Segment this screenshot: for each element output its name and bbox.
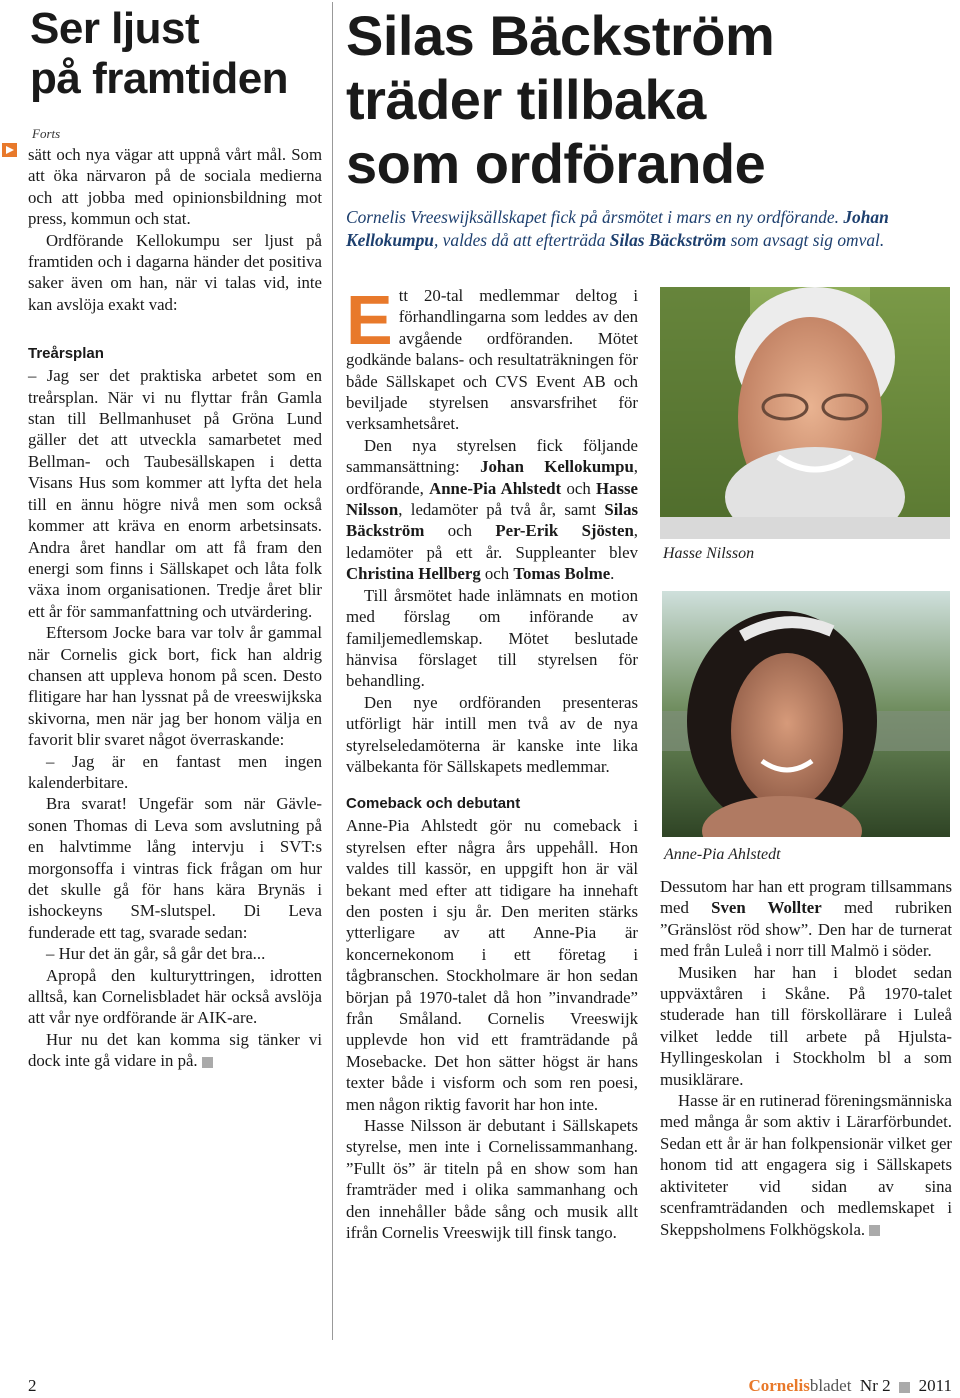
paragraph: – Hur det än går, så går det bra... (46, 944, 266, 964)
paragraph: sätt och nya vägar att uppnå vårt mål. Som att öka närvaron på de sociala medierna och att jobba med opinionsbildning mot press, kommun och stat. (28, 145, 322, 229)
issue-number: Nr 2 (859, 1376, 891, 1395)
person-name: Sven Wollter (711, 898, 822, 918)
photo-anne-pia-ahlstedt (662, 591, 950, 837)
main-article-title (346, 4, 946, 196)
separator-square-icon (899, 1382, 910, 1393)
text: och (561, 478, 597, 498)
paragraph: Apropå den kulturyttringen, idrotten alltså, kan Cornelisbladet här också avslöja att vår nye ordförande är AIK-are. (28, 965, 322, 1028)
text: Dessutom har han ett program tillsammans med (660, 877, 952, 918)
paragraph: Anne-Pia Ahlstedt gör nu comeback i styrelsen efter några års uppehåll. Hon valdes till kassör, en uppgift hon är väl bekant med efter att tidigare ha innehaft den posten i sju år. Den meriten stärks ytterligare av att Anne-Pia är koncernekonom i ett företag i tågbranschen. Stockholmare är hon sedan början på 1970-talet då hon ”invandrade” från Småland. Cornelis Vreeswijk upplevde hon vid ett framträdande på Mosebacke. Det hon sätter högst är hans texter både i visform och som ren poesi, men någon riktig favorit har hon inte. (346, 816, 638, 1114)
person-name: Tomas Bolme (513, 564, 611, 584)
paragraph: Ordförande Kellokumpu ser ljust på framtiden och i dagarna händer det positiva saker även om han, när vi talas vid, inte kan avslöja exakt vad: (28, 230, 322, 314)
person-name: Per-Erik Sjösten (495, 521, 634, 541)
paragraph (346, 281, 638, 435)
brand-name-part: Cornelis (748, 1376, 810, 1395)
text: med rubriken ”Gränslöst röd show”. Den har de turnerat med från Luleå i norr till Malmö i söder. (660, 898, 952, 961)
paragraph: – Jag ser det praktiska arbetet som en treårsplan. När vi nu flyttar från Gamla stan till Bellmanhuset på Gröna Lund gäller det att utveckla samarbetet med Bellman- och Taubesällskapen i detta Visans Hus som kommer att lyfta det hela till en ännu högre nivå men som också kommer att kräva en enorm arbetsinsats. Andra året handlar om att få fram den energi som finns i Sällskapet och låta folk växa inom organisationen. Tredje året blir ett år för sammanfattning och utvärdering. (28, 366, 322, 621)
ingress-name: Johan Kellokumpu (346, 207, 889, 250)
continuation-arrow-icon (2, 143, 17, 157)
end-mark-icon (869, 1225, 880, 1236)
middle-article-body (346, 281, 638, 1243)
text: och (424, 521, 496, 541)
person-name: Anne-Pia Ahlstedt (429, 478, 562, 498)
left-article (28, 0, 322, 1072)
paragraph (346, 435, 638, 585)
photo-caption: Hasse Nilsson (663, 545, 755, 562)
column-divider (332, 2, 333, 1340)
subheading: Treårsplan (28, 345, 104, 363)
text: . (610, 564, 615, 584)
paragraph-text: Hur nu det kan komma sig tänker vi dock inte gå vidare in på. (28, 1029, 322, 1071)
ingress-text: som avsagt sig omval. (726, 230, 885, 250)
right-article-body (660, 876, 952, 1240)
portrait-image (662, 591, 950, 837)
subheading: Comeback och debutant (346, 795, 521, 813)
title-line: på framtiden (30, 54, 289, 103)
brand-name-part: bladet (809, 1376, 852, 1395)
paragraph: Den nye ordföranden presenteras utförligt här intill men två av de nya styrelseledamöterna är kanske inte lika välbekanta för Sällskapets medlemmar. (346, 692, 638, 776)
paragraph: – Jag är en fantast men ingen kalenderbitare. (28, 751, 322, 792)
title-line: träder tillbaka (346, 68, 706, 131)
person-name: Hasse Nilsson (346, 478, 638, 520)
paragraph (660, 876, 952, 962)
ingress (346, 206, 946, 252)
paragraph (28, 1029, 322, 1072)
photo-hasse-nilsson (660, 287, 950, 539)
title-line: Silas Bäckström (346, 4, 775, 67)
paragraph: Bra svarat! Ungefär som när Gävle-sonen Thomas di Leva som avslutning på en halvtimme lång intervju i SVT:s morgonsoffa i vintras fick frågan om hur det skulle gå för hans kära Brynäs i ishockeyns SM-slutspel. Di Leva funderade ett tag, svarade sedan: (28, 794, 322, 942)
issue-year: 2011 (918, 1376, 952, 1395)
text: Hasse är en rutinerad föreningsmänniska med många år som aktiv i Lärarförbundet. Sedan ett år är han folkpensionär vilket ger honom tid att engagera sig i Sällskapets aktiviteter vid sidan av sina scenframträdanden och medlemskapet i Skeppsholmens Folkhögskola. (660, 1091, 952, 1239)
text: Den nya styrelsen fick följande sammansättning: (346, 435, 638, 477)
text: , ledamöter på ett år. Suppleanter blev (346, 521, 638, 562)
photo-caption: Anne-Pia Ahlstedt (664, 846, 781, 863)
title-line: som ordförande (346, 132, 766, 195)
title-line: Ser ljust (30, 4, 200, 53)
paragraph: Eftersom Jocke bara var tolv år gammal när Cornelis gick bort, fick han aldrig chansen att uppleva honom på scen. Desto flitigare har han lyssnat på de vreeswijkska skivorna, men när jag ber honom välja en favorit blir svaret något överraskande: (28, 623, 322, 750)
continued-label: Forts (32, 126, 61, 141)
text: , ledamöter på två år, samt (398, 500, 605, 520)
text: och (480, 564, 514, 584)
person-name: Silas Bäckström (346, 500, 638, 541)
left-article-body (28, 144, 322, 1072)
ingress-text: , valdes då att efterträda (433, 230, 610, 250)
person-name: Christina Hellberg (346, 564, 481, 584)
page-number: 2 (28, 1376, 37, 1395)
ingress-name: Silas Bäckström (609, 230, 727, 250)
paragraph (660, 1090, 952, 1240)
publication-brand (748, 1376, 952, 1396)
right-article-header (346, 4, 946, 252)
paragraph-text: tt 20-tal medlemmar deltog i förhandlingarna som leddes av den avgående ordföranden. Mötet godkände balans- och resultaträkningen för både Sällskapet och CVS Event AB och beviljade styrelsen ansvarsfrihet för verksamhetsåret. (346, 286, 638, 434)
portrait-image (660, 287, 950, 539)
ingress-text: Cornelis Vreeswijksällskapet fick på årsmötet i mars en ny ordförande. (346, 207, 844, 227)
paragraph: Till årsmötet hade inlämnats en motion med förslag om införande av familjemedlemskap. Mötet beslutade hänvisa förslaget till styrelsen för behandling. (346, 585, 638, 691)
text: , ordförande, (346, 457, 638, 498)
page-footer (0, 1376, 960, 1398)
paragraph: Hasse Nilsson är debutant i Sällskapets styrelse, men inte i Cornelissammanhang. ”Fullt ös” är titeln på en show som han framträder med i olika sammanhang och den innehåller både sång och musik allt ifrån Cornelis Vreeswijk till finsk tango. (346, 1116, 638, 1243)
paragraph: Musiken har han i blodet sedan uppväxtåren i Skåne. På 1970-talet studerade han till förskollärare i Luleå vilket ledde till arbete på Hjulsta-Hyllingeskolan i Stockholm bl a som musiklärare. (660, 962, 952, 1089)
end-mark-icon (202, 1057, 213, 1068)
left-article-title (30, 4, 322, 104)
drop-cap: E (346, 281, 393, 359)
person-name: Johan Kellokumpu (480, 457, 634, 477)
